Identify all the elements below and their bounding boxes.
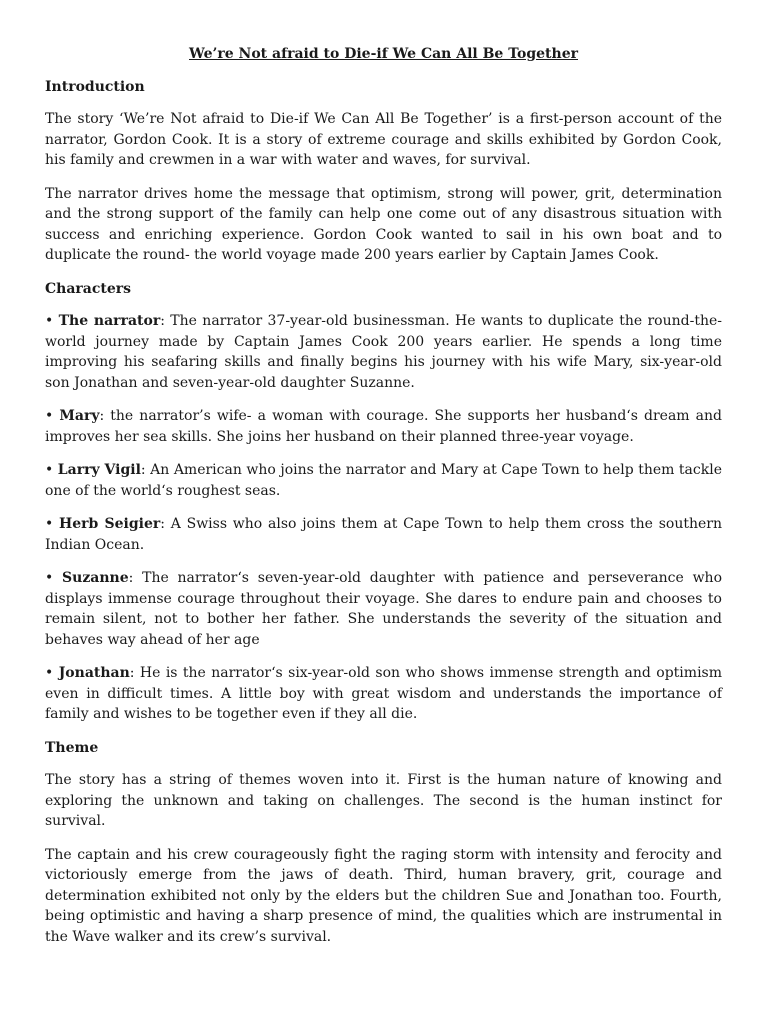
bullet-icon: •	[45, 462, 54, 478]
theme-paragraph: The captain and his crew courageously fight the raging storm with intensity and ferocity and victoriously emerge from the jaws of death. Third, human bravery, grit, courage and determination exhibited not only by the elders but the children Sue and Jonathan too. Fourth, being optimistic and having a sharp presence of mind, the qualities which are instrumental in the Wave walker and its crew’s survival.	[45, 846, 722, 945]
character-entry	[45, 514, 722, 555]
character-description: : The narrator‘s seven-year-old daughter with patience and perseverance who displays immense courage throughout their voyage. She dares to endure pain and chooses to remain silent, not to bother her father. She understands the severity of the situation and behaves way ahead of her age	[45, 570, 722, 648]
bullet-icon: •	[45, 570, 54, 586]
bullet-icon: •	[45, 516, 54, 532]
bullet-icon: •	[45, 665, 54, 681]
character-name: Larry Vigil	[57, 462, 141, 478]
introduction-heading: Introduction	[45, 78, 145, 95]
bullet-icon: •	[45, 313, 54, 329]
introduction-paragraph: The story ‘We’re Not afraid to Die-if We Can All Be Together’ is a first-person account of the narrator, Gordon Cook. It is a story of extreme courage and skills exhibited by Gordon Cook, his family and crewmen in a war with water and waves, for survival.	[45, 111, 722, 168]
character-description: : The narrator 37-year-old businessman. He wants to duplicate the round-the-world journey made by Captain James Cook 200 years earlier. He spends a long time improving his seafaring skills and finally begins his journey with his wife Mary, six-year-old son Jonathan and seven-year-old daughter Suzanne.	[45, 313, 722, 391]
character-entry	[45, 568, 722, 650]
bullet-icon: •	[45, 408, 54, 424]
character-name: Herb Seigier	[59, 516, 161, 532]
character-name: Jonathan	[58, 665, 130, 681]
document-title: We’re Not afraid to Die-if We Can All Be Together	[189, 46, 578, 62]
character-description: : the narrator’s wife- a woman with courage. She supports her husband‘s dream and improves her sea skills. She joins her husband on their planned three-year voyage.	[45, 408, 723, 445]
introduction-paragraph: The narrator drives home the message that optimism, strong will power, grit, determination and the strong support of the family can help one come out of any disastrous situation with success and enriching experience. Gordon Cook wanted to sail in his own boat and to duplicate the round- the world voyage made 200 years earlier by Captain James Cook.	[45, 185, 722, 263]
character-name: The narrator	[58, 313, 161, 329]
character-entry	[45, 311, 722, 393]
character-name: Suzanne	[62, 570, 129, 586]
characters-heading: Characters	[45, 280, 131, 297]
character-entry	[45, 663, 722, 725]
character-entry	[45, 406, 722, 447]
theme-paragraph: The story has a string of themes woven into it. First is the human nature of knowing and exploring the unknown and taking on challenges. The second is the human instinct for survival.	[45, 772, 722, 829]
character-entry	[45, 460, 722, 501]
character-name: Mary	[59, 408, 100, 424]
character-description: : A Swiss who also joins them at Cape Town to help them cross the southern Indian Ocean.	[45, 516, 722, 553]
theme-heading: Theme	[45, 739, 99, 756]
character-description: : He is the narrator‘s six-year-old son who shows immense strength and optimism even in difficult times. A little boy with great wisdom and understands the importance of family and wishes to be together even if they all die.	[45, 665, 723, 722]
character-description: : An American who joins the narrator and Mary at Cape Town to help them tackle one of the world‘s roughest seas.	[45, 462, 722, 499]
